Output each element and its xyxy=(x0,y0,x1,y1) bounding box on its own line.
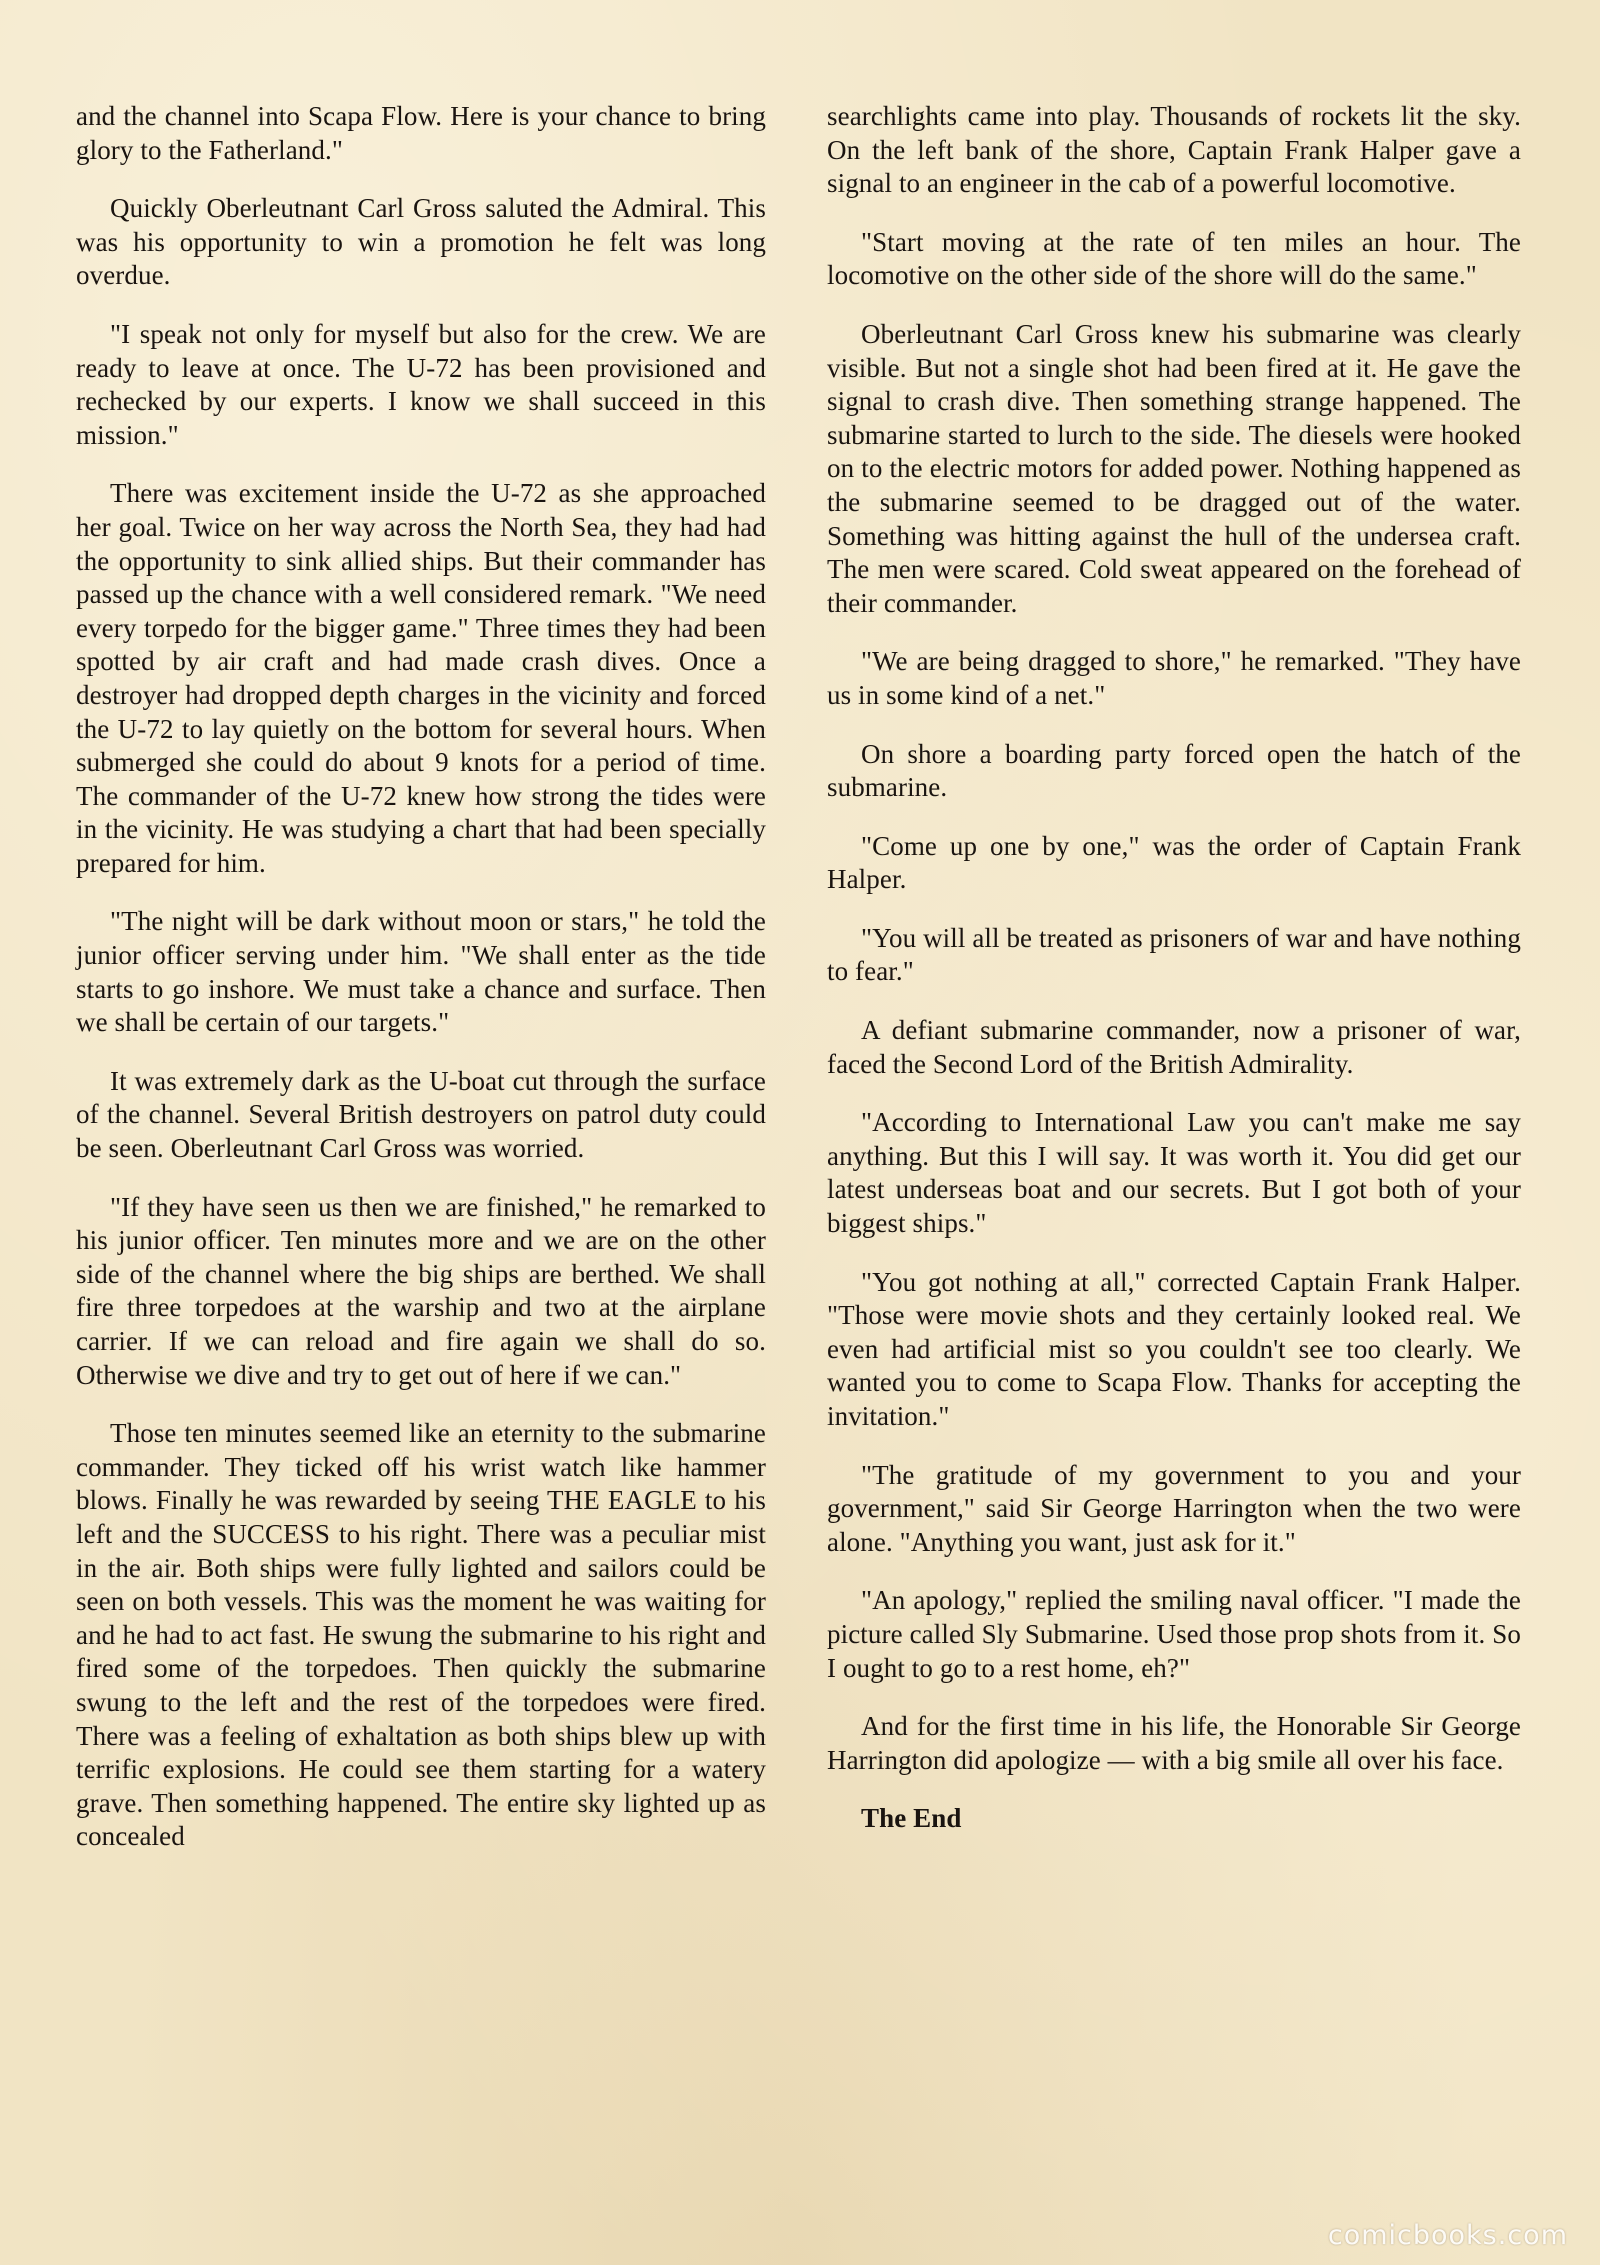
paragraph: searchlights came into play. Thousands of rockets lit the sky. On the left bank of the shore, Captain Frank Halper gave a signal to an engineer in the cab of a powerful locomotive. xyxy=(827,101,1521,199)
paragraph: Quickly Oberleutnant Carl Gross saluted the Admiral. This was his opportunity to win a promotion he felt was long overdue. xyxy=(76,193,766,291)
paragraph: "We are being dragged to shore," he remarked. "They have us in some kind of a net." xyxy=(827,646,1521,710)
paragraph: "You got nothing at all," corrected Captain Frank Halper. "Those were movie shots and they certainly looked real. We even had artificial mist so you couldn't see too clearly. We wanted you to come to Scapa Flow. Thanks for accepting the invitation." xyxy=(827,1266,1521,1431)
paragraph: "I speak not only for myself but also for the crew. We are ready to leave at once. The U-72 has been provisioned and rechecked by our experts. I know we shall succeed in this mission." xyxy=(76,318,766,450)
paragraph: "According to International Law you can't make me say anything. But this I will say. It was worth it. You did get our latest underseas boat and our secrets. But I got both of your biggest ships." xyxy=(827,1107,1521,1239)
left-column xyxy=(76,100,766,1879)
paragraph: "The night will be dark without moon or stars," he told the junior officer serving under him. "We shall enter as the tide starts to go inshore. We must take a chance and surface. Then we shall be certain of our targets." xyxy=(76,906,766,1038)
the-end-label: The End xyxy=(861,1803,962,1834)
paragraph: "Come up one by one," was the order of Captain Frank Halper. xyxy=(827,830,1521,895)
watermark: comicbooks.com xyxy=(1327,2220,1568,2251)
right-column xyxy=(827,100,1521,1861)
paragraph: "If they have seen us then we are finished," he remarked to his junior officer. Ten minutes more and we are on the other side of the channel where the big ships are berthed. We shall fire three torpedoes at the warship and two at the airplane carrier. If we can reload and fire again we shall do so. Otherwise we dive and try to get out of here if we can." xyxy=(76,1191,766,1390)
paragraph: "You will all be treated as prisoners of war and have nothing to fear." xyxy=(827,922,1521,987)
paragraph: "Start moving at the rate of ten miles an hour. The locomotive on the other side of the shore will do the same." xyxy=(827,226,1521,291)
paragraph: And for the first time in his life, the Honorable Sir George Harrington did apologize — with a big smile all over his face. xyxy=(827,1711,1521,1775)
paragraph: "The gratitude of my government to you and your government," said Sir George Harrington when the two were alone. "Anything you want, just ask for it." xyxy=(827,1459,1521,1557)
paragraph: A defiant submarine commander, now a prisoner of war, faced the Second Lord of the British Admirality. xyxy=(827,1015,1521,1079)
paragraph: and the channel into Scapa Flow. Here is your chance to bring glory to the Fatherland." xyxy=(76,101,766,165)
paragraph: Oberleutnant Carl Gross knew his submarine was clearly visible. But not a single shot had been fired at it. He gave the signal to crash dive. Then something strange happened. The submarine started to lurch to the side. The diesels were hooked on to the electric motors for added power. Nothing happened as the submarine seemed to be dragged out of the water. Something was hitting against the hull of the undersea craft. The men were scared. Cold sweat appeared on the forehead of their commander. xyxy=(827,318,1521,618)
paragraph: Those ten minutes seemed like an eternity to the submarine commander. They ticked off his wrist watch like hammer blows. Finally he was rewarded by seeing THE EAGLE to his left and the SUCCESS to his right. There was a peculiar mist in the air. Both ships were fully lighted and sailors could be seen on both vessels. This was the moment he was waiting for and he had to act fast. He swung the submarine to his right and fired some of the torpedoes. Then quickly the submarine swung to the left and the rest of the torpedoes were fired. There was a feeling of exhaltation as both ships blew up with terrific explosions. He could see them starting for a watery grave. Then something happened. The entire sky lighted up as concealed xyxy=(76,1418,766,1852)
paragraph: It was extremely dark as the U-boat cut through the surface of the channel. Several British destroyers on patrol duty could be seen. Oberleutnant Carl Gross was worried. xyxy=(76,1065,766,1164)
paragraph: On shore a boarding party forced open the hatch of the submarine. xyxy=(827,738,1521,803)
paragraph: "An apology," replied the smiling naval officer. "I made the picture called Sly Submarine. Used those prop shots from it. So I ought to go to a rest home, eh?" xyxy=(827,1585,1521,1683)
paragraph: There was excitement inside the U-72 as she approached her goal. Twice on her way across the North Sea, they had had the opportunity to sink allied ships. But their commander has passed up the chance with a well considered remark. "We need every torpedo for the bigger game." Three times they had been spotted by air craft and had made crash dives. Once a destroyer had dropped depth charges in the vicinity and forced the U-72 to lay quietly on the bottom for several hours. When submerged she could do about 9 knots for a period of time. The commander of the U-72 knew how strong the tides were in the vicinity. He was studying a chart that had been specially prepared for him. xyxy=(76,478,766,878)
